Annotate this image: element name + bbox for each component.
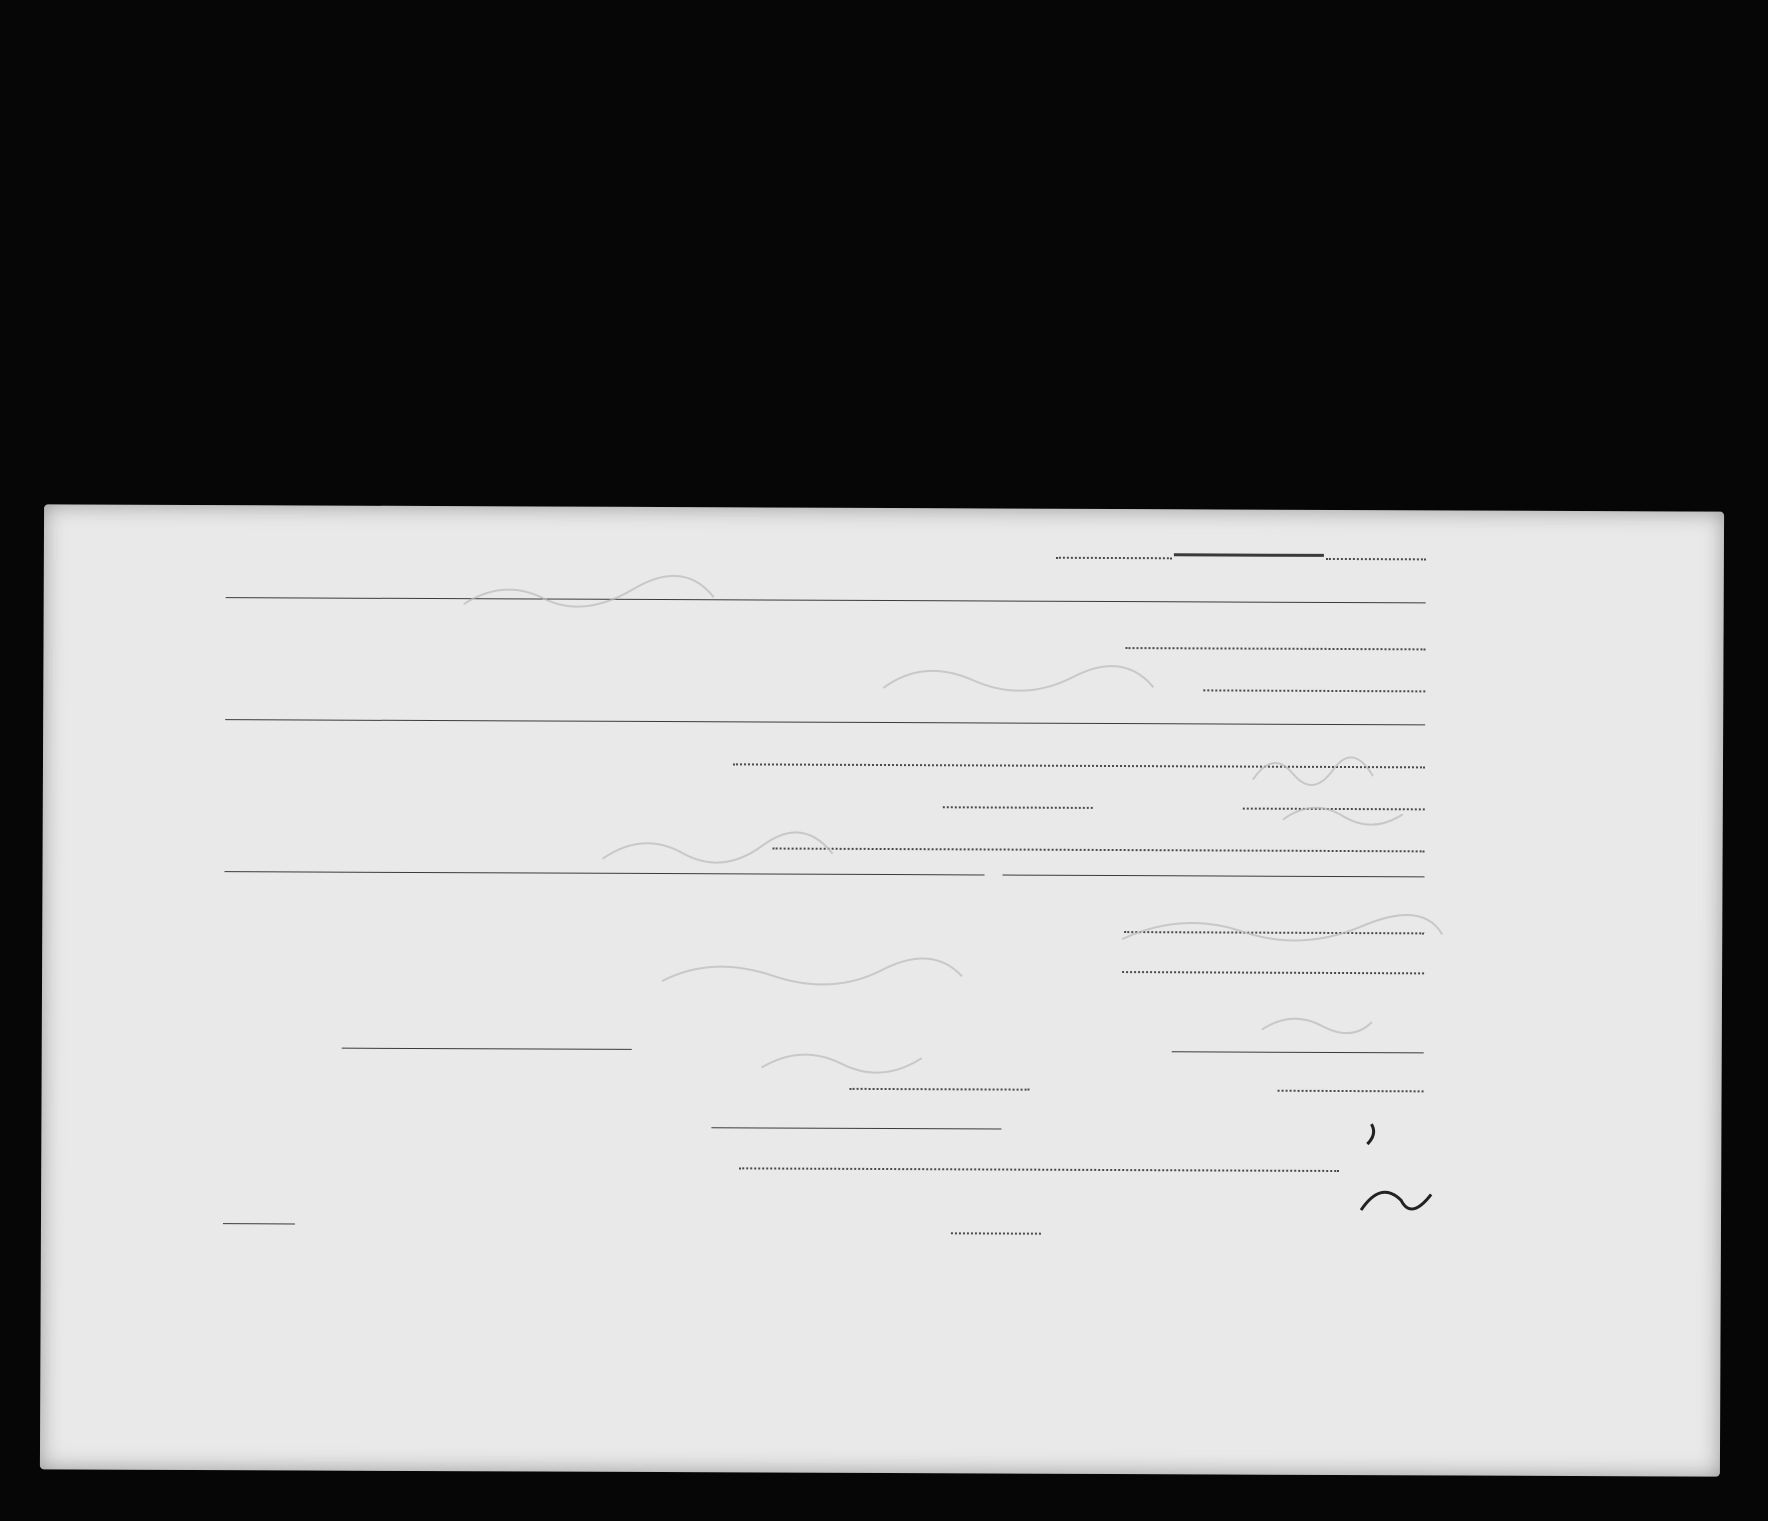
- frame-number: [566, 26, 919, 146]
- questionnaire-card: [40, 504, 1724, 1476]
- bleed-through-marks: [40, 504, 1724, 1476]
